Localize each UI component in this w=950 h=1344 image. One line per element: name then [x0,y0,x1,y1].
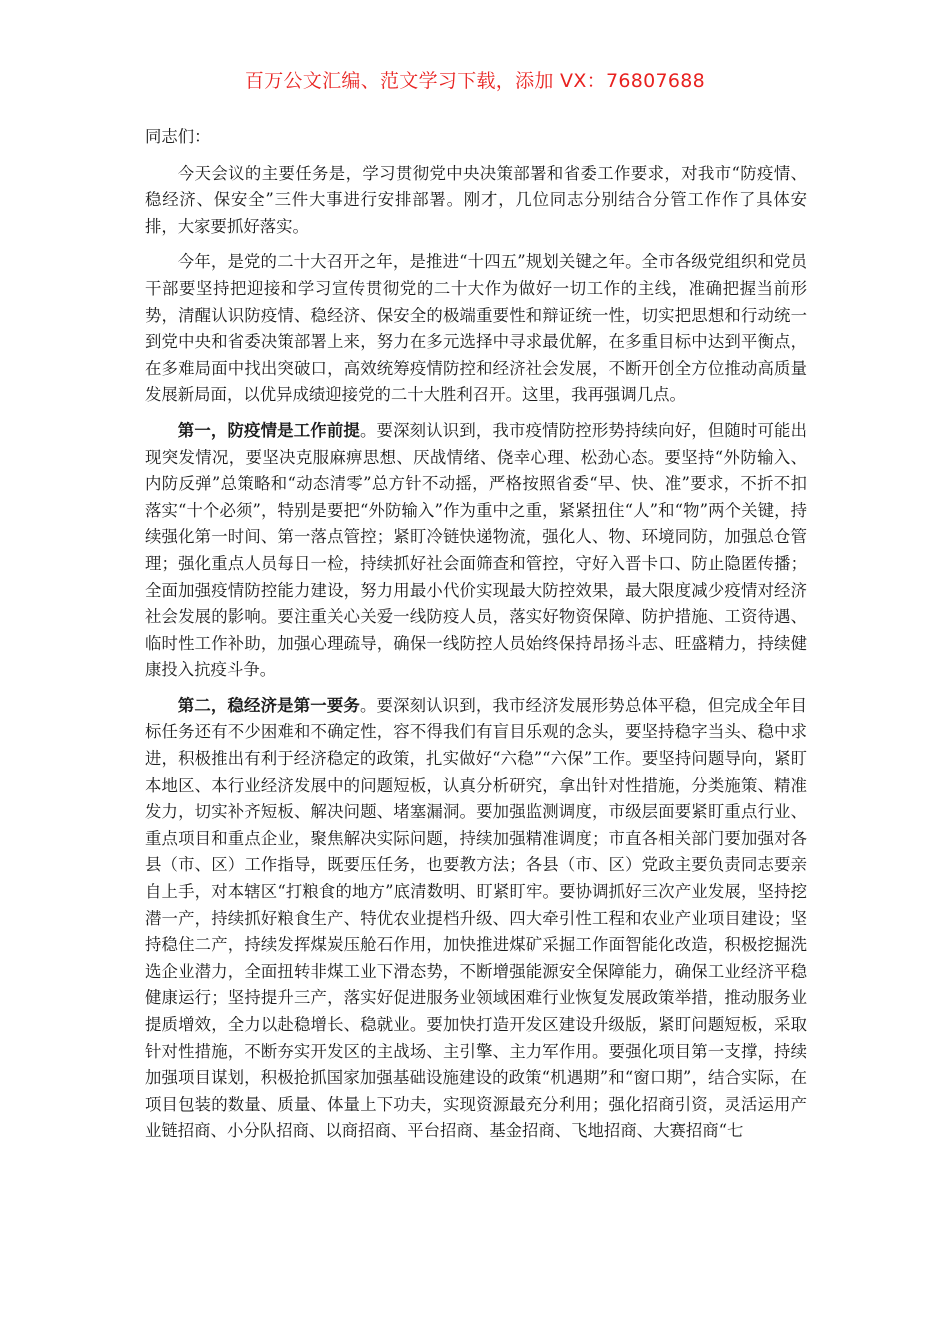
document-body [145,124,807,1154]
paragraph-text: 。要深刻认识到，我市经济发展形势总体平稳，但完成全年目标任务还有不少困难和不确定性，容不得我们有盲目乐观的念头，要坚持稳字当头、稳中求进，积极推出有利于经济稳定的政策，扎实做好“六稳”“六保”工作。要坚持问题导向，紧盯本地区、本行业经济发展中的问题短板，认真分析研究，拿出针对性措施，分类施策、精准发力，切实补齐短板、解决问题、堵塞漏洞。要加强监测调度，市级层面要紧盯重点行业、重点项目和重点企业，聚焦解决实际问题，持续加强精准调度；市直各相关部门要加强对各县（市、区）工作指导，既要压任务，也要教方法；各县（市、区）党政主要负责同志要亲自上手，对本辖区“打粮食的地方”底清数明、盯紧盯牢。要协调抓好三次产业发展，坚持挖潜一产，持续抓好粮食生产、特优农业提档升级、四大牵引性工程和农业产业项目建设；坚持稳住二产，持续发挥煤炭压舱石作用，加快推进煤矿采掘工作面智能化改造，积极挖掘洗选企业潜力，全面扭转非煤工业下滑态势，不断增强能源安全保障能力，确保工业经济平稳健康运行；坚持提升三产，落实好促进服务业领域困难行业恢复发展政策举措，推动服务业提质增效，全力以赴稳增长、稳就业。要加快打造开发区建设升级版，紧盯问题短板，采取针对性措施，不断夯实开发区的主战场、主引擎、主力军作用。要强化项目第一支撑，持续加强项目谋划，积极抢抓国家加强基础设施建设的政策“机遇期”和“窗口期”，结合实际，在项目包装的数量、质量、体量上下功夫，实现资源最充分利用；强化招商引资，灵活运用产业链招商、小分队招商、以商招商、平台招商、基金招商、飞地招商、大赛招商“七 [145,695,807,1141]
paragraph-text: 。要深刻认识到，我市疫情防控形势持续向好，但随时可能出现突发情况，要坚决克服麻痹思想、厌战情绪、侥幸心理、松劲心态。要坚持“外防输入、内防反弹”总策略和“动态清零”总方针不动摇，严格按照省委“早、快、准”要求，不折不扣落实“十个必须”，特别是要把“外防输入”作为重中之重，紧紧扭住“人”和“物”两个关键，持续强化第一时间、第一落点管控；紧盯冷链快递物流，强化人、物、环境同防，加强总仓管理；强化重点人员每日一检，持续抓好社会面筛查和管控，守好入晋卡口、防止隐匿传播；全面加强疫情防控能力建设，努力用最小代价实现最大防控效果，最大限度减少疫情对经济社会发展的影响。要注重关心关爱一线防疫人员，落实好物资保障、防护措施、工资待遇、临时性工作补助，加强心理疏导，确保一线防控人员始终保持昂扬斗志、旺盛精力，持续健康投入抗疫斗争。 [145,420,807,680]
paragraph-lead: 第一，防疫情是工作前提 [177,420,360,440]
paragraph-lead: 第二，稳经济是第一要务 [177,695,360,715]
ad-header: 百万公文汇编、范文学习下载，添加 VX：76807688 [244,70,706,92]
salutation: 同志们： [145,127,211,146]
paragraph-background [145,249,807,409]
paragraph-intro [145,161,807,241]
paragraph-text: 今年，是党的二十大召开之年，是推进“十四五”规划关键之年。全市各级党组织和党员干部要坚持把迎接和学习宣传贯彻党的二十大作为做好一切工作的主线，准确把握当前形势，清醒认识防疫情、稳经济、保安全的极端重要性和辩证统一性，切实把思想和行动统一到党中央和省委决策部署上来，努力在多元选择中寻求最优解，在多重目标中达到平衡点，在多难局面中找出突破口，高效统筹疫情防控和经济社会发展，不断开创全方位推动高质量发展新局面，以优异成绩迎接党的二十大胜利召开。这里，我再强调几点。 [145,252,807,405]
paragraph-epidemic [145,418,807,684]
paragraph-text: 今天会议的主要任务是，学习贯彻党中央决策部署和省委工作要求，对我市“防疫情、稳经济、保安全”三件大事进行安排部署。刚才，几位同志分别结合分管工作作了具体安排，大家要抓好落实。 [145,163,807,236]
paragraph-economy [145,693,807,1145]
